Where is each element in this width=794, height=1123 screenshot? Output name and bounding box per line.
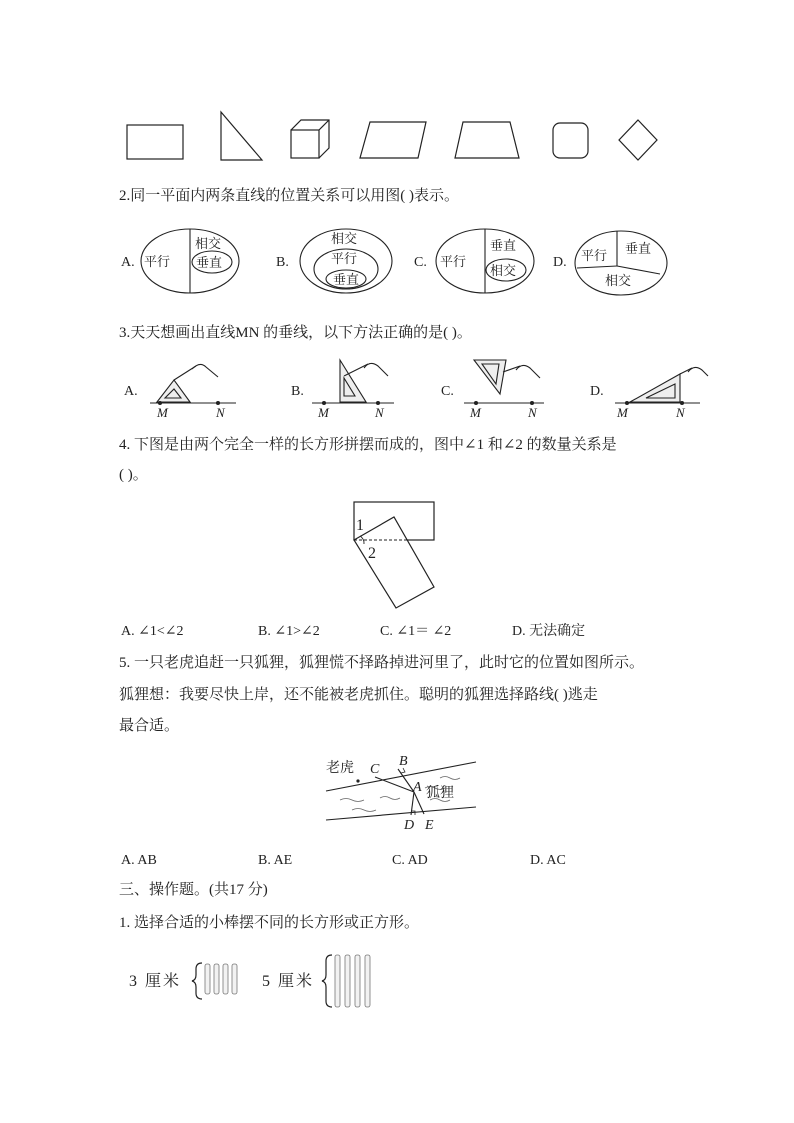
q2-figure-b (300, 229, 392, 293)
angle-1-label: 1 (356, 517, 364, 534)
point-b-label: B (399, 754, 408, 769)
section-3-title: 三、操作题。(共17 分) (119, 882, 268, 898)
q2-venn-figures (0, 220, 794, 300)
question-4-line1: 4. 下图是由两个完全一样的长方形拼摆而成的，图中∠1 和∠2 的数量关系是 (119, 437, 617, 453)
rounded-square-shape (553, 123, 588, 158)
q3-figure-c (464, 360, 544, 405)
q5-river-figure (320, 745, 480, 835)
right-triangle-shape (221, 112, 262, 160)
q2-option-d-letter: D. (553, 255, 567, 270)
q2a-label-perpendicular: 垂直 (196, 255, 223, 270)
question-5-line1: 5. 一只老虎追赶一只狐狸，狐狸慌不择路掉进河里了，此时它的位置如图所示。 (119, 655, 645, 671)
point-d-label: D (404, 818, 415, 833)
q2-figure-d (575, 231, 667, 295)
q3d-label-m: M (617, 405, 628, 420)
q2d-label-perpendicular: 垂直 (625, 241, 652, 256)
q3-option-a-letter: A. (124, 384, 138, 399)
q2c-label-parallel: 平行 (440, 254, 467, 269)
q3b-label-m: M (318, 405, 329, 420)
brace-5cm (322, 955, 332, 1007)
tiger-label: 老虎 (326, 761, 354, 776)
sticks-figure (190, 950, 390, 1010)
point-a-label: A (413, 780, 422, 795)
section-3-question-1: 1. 选择合适的小棒摆不同的长方形或正方形。 (119, 915, 420, 931)
stick-group-3cm-label: 3 厘米 (129, 973, 182, 990)
question-5-line2: 狐狸想：我要尽快上岸，还不能被老虎抓住。聪明的狐狸选择路线( )逃走 (119, 687, 598, 703)
sticks-5cm (335, 955, 370, 1007)
q2-option-b-letter: B. (276, 255, 289, 270)
q3-option-d-letter: D. (590, 384, 604, 399)
fox-label: 狐狸 (426, 786, 454, 801)
point-e-label: E (425, 818, 434, 833)
sticks-3cm (205, 964, 237, 994)
angle-2-label: 2 (368, 545, 376, 562)
q2a-label-intersect: 相交 (195, 236, 222, 251)
diamond-square-shape (619, 120, 657, 160)
q2-figure-c (436, 229, 534, 293)
q2a-label-parallel: 平行 (144, 254, 171, 269)
q4-option-d: D. 无法确定 (512, 624, 586, 639)
point-c-label: C (370, 762, 380, 777)
q3c-label-n: N (528, 405, 537, 420)
rectangle-shape (127, 125, 183, 159)
question-4-line2: ( )。 (119, 467, 148, 483)
q5-option-c: C. AD (392, 853, 428, 868)
question-5-line3: 最合适。 (119, 718, 180, 734)
parallelogram-shape (360, 122, 426, 158)
q2-option-c-letter: C. (414, 255, 427, 270)
stick-group-5cm-label: 5 厘米 (262, 973, 315, 990)
q4-option-b: B. ∠1>∠2 (258, 624, 320, 639)
q3-figure-b (312, 360, 394, 405)
q3-option-c-letter: C. (441, 384, 454, 399)
brace-3cm (192, 963, 202, 999)
q3-option-b-letter: B. (291, 384, 304, 399)
q2-option-a-letter: A. (121, 255, 135, 270)
q4-option-a: A. ∠1<∠2 (121, 624, 184, 639)
q3-figure-a (150, 364, 236, 404)
q4-rectangles-figure (340, 495, 450, 615)
q2d-label-parallel: 平行 (581, 248, 608, 263)
cube-shape (291, 120, 329, 158)
q2b-label-parallel: 平行 (331, 251, 358, 266)
q3b-label-n: N (375, 405, 384, 420)
q3-figure-d (615, 367, 708, 404)
q3d-label-n: N (676, 405, 685, 420)
q3a-label-n: N (216, 405, 225, 420)
q2-figure-a (141, 229, 239, 293)
q5-option-b: B. AE (258, 853, 293, 868)
q4-option-c: C. ∠1＝ ∠2 (380, 624, 452, 639)
q2c-label-intersect: 相交 (490, 263, 517, 278)
q3c-label-m: M (470, 405, 481, 420)
q5-option-d: D. AC (530, 853, 566, 868)
shapes-row (0, 0, 794, 170)
q2c-label-perpendicular: 垂直 (490, 238, 517, 253)
q3a-label-m: M (157, 405, 168, 420)
trapezoid-shape (455, 122, 519, 158)
question-2-text: 2.同一平面内两条直线的位置关系可以用图( )表示。 (119, 188, 459, 204)
question-3-text: 3.天天想画出直线MN 的垂线，以下方法正确的是( )。 (119, 325, 472, 341)
q5-option-a: A. AB (121, 853, 157, 868)
q2b-label-perpendicular: 垂直 (333, 272, 360, 287)
q2b-label-intersect: 相交 (331, 231, 358, 246)
q3-figures (0, 355, 794, 425)
q2d-label-intersect: 相交 (605, 273, 632, 288)
